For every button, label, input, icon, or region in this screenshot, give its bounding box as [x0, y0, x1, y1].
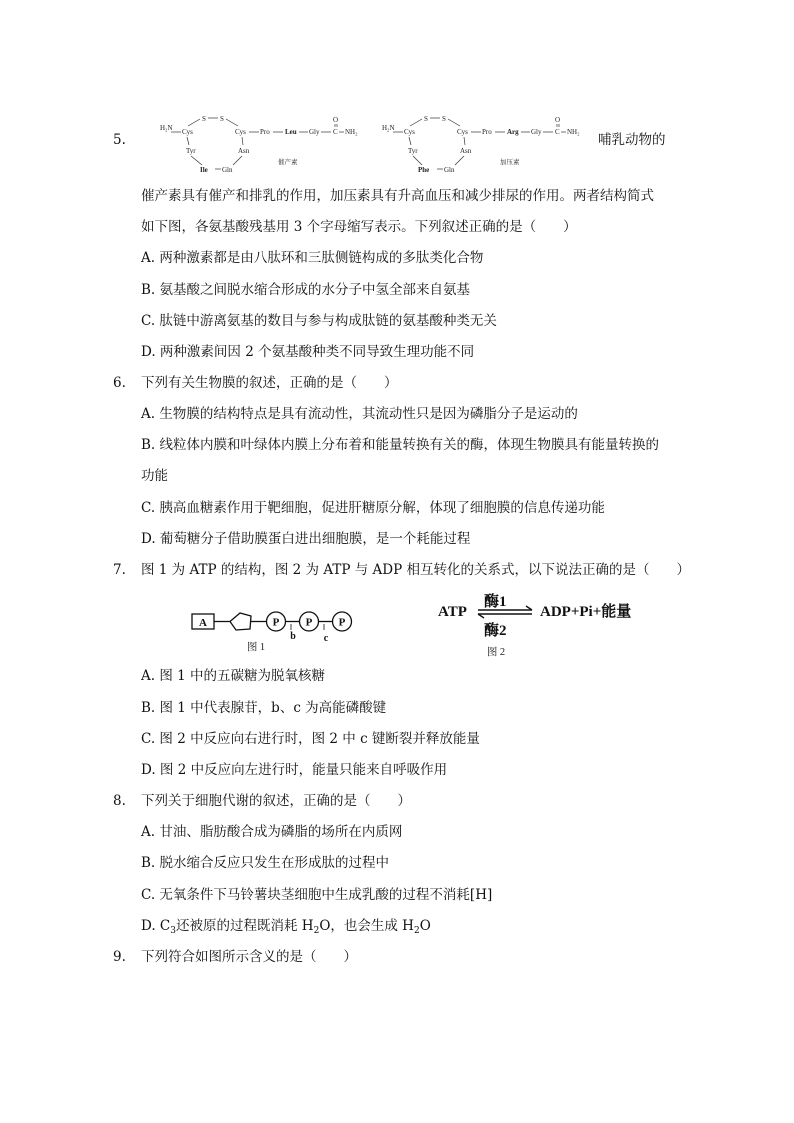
- residue: Gln: [444, 166, 455, 174]
- bond-b-label: b: [290, 631, 296, 642]
- atp-adp-conversion-figure: [436, 590, 646, 666]
- figure-caption: 图 1: [246, 642, 266, 653]
- answer-option: B. 线粒体内膜和叶绿体内膜上分布着和能量转换有关的酶，体现生物膜具有能量转换的: [141, 437, 660, 453]
- figure-caption: 图 2: [486, 647, 506, 658]
- option-text: 还被原的过程既消耗 H: [176, 918, 314, 934]
- phosphate-label: P: [272, 616, 280, 629]
- residue: Ile: [200, 166, 208, 174]
- vasopressin-structure-figure: [380, 114, 585, 180]
- oxytocin-structure-figure: [158, 114, 363, 180]
- residue: Phe: [418, 166, 430, 174]
- products-label: ADP+Pi+能量: [540, 604, 632, 620]
- residue: Asn: [460, 147, 472, 155]
- subscript: 2: [413, 926, 420, 936]
- s-label: S: [220, 115, 224, 123]
- question-stem: 图 1 为 ATP 的结构，图 2 为 ATP 与 ADP 相互转化的关系式，以下说法正确的是（ ）: [141, 562, 690, 578]
- answer-option: A. 两种激素都是由八肽环和三肽侧链构成的多肽类化合物: [141, 250, 484, 266]
- question-number: 9.: [113, 949, 126, 965]
- enzyme1-label: 酶1: [484, 594, 507, 610]
- option-text: O: [419, 918, 431, 934]
- enzyme2-label: 酶2: [484, 623, 507, 639]
- atp-label: ATP: [438, 604, 467, 620]
- answer-option: A. 图 1 中的五碳糖为脱氧核糖: [141, 668, 326, 684]
- residue: Pro: [260, 128, 270, 136]
- subscript: 3: [170, 926, 176, 936]
- residue: Gln: [222, 166, 233, 174]
- answer-option: C. 无氧条件下马铃薯块茎细胞中生成乳酸的过程不消耗[H]: [141, 887, 493, 903]
- phosphate-label: P: [338, 616, 346, 629]
- question-stem: 如下图，各氨基酸残基用 3 个字母缩写表示。下列叙述正确的是（ ）: [141, 219, 577, 235]
- answer-option: D. 葡萄糖分子借助膜蛋白进出细胞膜，是一个耗能过程: [141, 531, 471, 547]
- residue: Tyr: [408, 147, 418, 155]
- question-number: 7.: [113, 562, 126, 578]
- residue: Asn: [238, 147, 250, 155]
- phosphate-label: P: [305, 616, 313, 629]
- figure-caption: 催产素: [278, 159, 298, 166]
- nh2-label: NH₂: [567, 128, 580, 136]
- adenine-label: A: [199, 617, 207, 629]
- answer-option: B. 氨基酸之间脱水缩合形成的水分子中氢全部来自氨基: [141, 282, 471, 298]
- answer-option-continued: 功能: [141, 468, 168, 484]
- oxygen-label: O: [333, 116, 339, 124]
- answer-option: B. 图 1 中代表腺苷，b、c 为高能磷酸键: [141, 700, 387, 716]
- question-stem: 下列符合如图所示含义的是（ ）: [141, 949, 357, 965]
- s-label: S: [202, 115, 206, 123]
- atp-structure-figure: [188, 604, 360, 660]
- option-text: O，也会生成 H: [319, 918, 414, 934]
- answer-option: D. 图 2 中反应向左进行时，能量只能来自呼吸作用: [141, 762, 448, 778]
- s-label: S: [424, 115, 428, 123]
- h2n-label: H₂N: [160, 124, 173, 132]
- figure-caption: 加压素: [500, 159, 520, 166]
- answer-option: C. 胰高血糖素作用于靶细胞，促进肝糖原分解，体现了细胞膜的信息传递功能: [141, 500, 605, 516]
- residue: Cys: [404, 128, 415, 136]
- residue: Cys: [235, 128, 246, 136]
- answer-option: [141, 916, 431, 941]
- question-stem: 下列有关生物膜的叙述，正确的是（ ）: [141, 375, 398, 391]
- question-stem: 催产素具有催产和排乳的作用，加压素具有升高血压和减少排尿的作用。两者结构简式: [141, 188, 654, 204]
- answer-option: C. 肽链中游离氨基的数目与参与构成肽链的氨基酸种类无关: [141, 313, 497, 329]
- nh2-label: NH₂: [345, 128, 358, 136]
- option-text: D. C: [141, 918, 171, 934]
- residue: Cys: [457, 128, 468, 136]
- residue: Gly: [531, 128, 542, 136]
- residue: Leu: [285, 128, 297, 136]
- answer-option: B. 脱水缩合反应只发生在形成肽的过程中: [141, 855, 390, 871]
- question-number: 5.: [113, 132, 126, 148]
- question-number: 8.: [113, 793, 126, 809]
- s-label: S: [442, 115, 446, 123]
- answer-option: D. 两种激素间因 2 个氨基酸种类不同导致生理功能不同: [141, 344, 475, 360]
- carbonyl-c: C: [555, 128, 560, 136]
- residue: Tyr: [186, 147, 196, 155]
- question-stem-tail: 哺乳动物的: [598, 132, 666, 148]
- residue: Pro: [482, 128, 492, 136]
- h2n-label: H₂N: [382, 124, 395, 132]
- residue: Cys: [182, 128, 193, 136]
- oxygen-label: O: [555, 116, 561, 124]
- answer-option: A. 生物膜的结构特点是具有流动性，其流动性只是因为磷脂分子是运动的: [141, 406, 578, 422]
- subscript: 2: [313, 926, 320, 936]
- answer-option: C. 图 2 中反应向右进行时，图 2 中 c 键断裂并释放能量: [141, 731, 480, 747]
- residue: Arg: [507, 128, 519, 136]
- question-number: 6.: [113, 375, 126, 391]
- answer-option: A. 甘油、脂肪酸合成为磷脂的场所在内质网: [141, 824, 403, 840]
- residue: Gly: [309, 128, 320, 136]
- bond-c-label: c: [323, 633, 329, 644]
- question-stem: 下列关于细胞代谢的叙述，正确的是（ ）: [141, 793, 411, 809]
- carbonyl-c: C: [333, 128, 338, 136]
